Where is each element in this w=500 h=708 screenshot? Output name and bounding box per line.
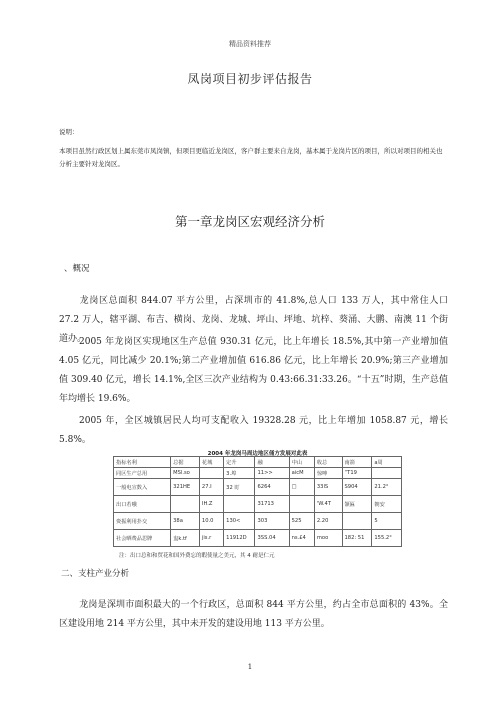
paragraph-industry-text: 龙岗是深圳市面积最大的一个行政区，总面积 844 平方公里，约占全市总面积的 43%。全区建设用地 214 平方公里，其中未开发的建设用地 113 平方公里。 [59,600,448,629]
table-cell: 182: 51 [342,530,372,547]
table-cell: 一般电宣数入 [114,479,171,496]
table-cell [372,468,402,479]
table-row [114,457,402,468]
page-number: 1 [247,663,253,671]
table-cell: 融 [255,457,289,468]
table-cell: 38a [171,513,200,530]
paragraph-gdp-text: 2005 年龙岗区实现地区生产总值 930.31 亿元，比上年增长 18.5%,其中第一产业增加值 4.05 亿元，同比减少 20.1%;第二产业增加值 616.86 亿元，比上年增长 20.9%;第三产业增加值 309.40 亿元，增长 14.1%,全区三次产业结构为 0.43:66.31:33.26。“十五”时期，生产总值年均增长 19.6%。 [59,337,448,404]
comparison-table [113,456,402,547]
table-cell: 155.2° [372,530,402,547]
table-cell: moo [314,530,342,547]
table-cell: jis.r [199,530,223,547]
table-cell: “T19 [342,468,372,479]
table-cell: MSl.so [171,468,200,479]
table-cell: 定升 [224,457,255,468]
section-overview-title: 、概况 [64,264,90,274]
table-row [114,496,402,513]
table-cell: IH.Z [199,496,223,513]
table-cell: 21.2° [372,479,402,496]
table-cell: 33lS [314,479,342,496]
table-cell: 赍振利用扑交 [114,513,171,530]
table-cell: 3SS.04 [255,530,289,547]
table-cell [171,496,200,513]
table-cell: 6264 [255,479,289,496]
table-cell: □ [289,479,314,496]
table-cell: a周 [372,457,402,468]
paragraph-area-text: 龙岗区总面积 844.07 平方公里，占深圳市的 41.8%,总人口 133 万人，其中常住人口 27.2 万人，辖平湖、布吉、横岗、龙岗、龙城、坪山、坪地、坑梓、葵涌、大鹏、南澳 11 个街道办。 [59,296,448,344]
table-cell: 南箭 [342,457,372,468]
table-cell: 中山 [289,457,314,468]
table-cell: 27.I [199,479,223,496]
table-cell: 5 [372,513,402,530]
table-cell: 出口若哦 [114,496,171,513]
table-row [114,468,402,479]
table-cell [342,513,372,530]
table-cell: 525 [289,513,314,530]
table-cell: 11>> [255,468,289,479]
table-cell: 303 [255,513,289,530]
note-text: 本项目虽然行政区划上属东莞市凤岗镇，但项目更临近龙岗区，客户群主要来自龙岗，基本属于龙岗片区的项目，所以对项目的相关也分析主要针对龙岗区。 [59,147,443,168]
page-header: 精品资料推荐 [229,40,271,48]
table-note: 注：出口总和和贸花和国外费忘的暇使量之美元，其 4 耐是仁元 [119,553,275,559]
table-cell: S904 [342,479,372,496]
table-cell [224,496,255,513]
table-cell: 花城 [199,457,223,468]
table-cell: 盅k.tf [171,530,200,547]
table-caption: 2004 年龙岗马周边地区俑方发展对此表 [207,451,308,457]
table-cell: 3.埠 [224,468,255,479]
table-cell: 31713 [255,496,289,513]
paragraph-income [59,412,448,450]
chapter-title: 第一章龙岗区宏观经济分析 [174,214,325,229]
table-cell: 朝安 [372,496,402,513]
table-cell: aicM [289,468,314,479]
note-label: 说明： [59,128,79,136]
paragraph-gdp [59,333,448,409]
paragraph-income-text: 2005 年，全区城镇居民人均可支配收入 19328.28 元，比上年增加 1058.87 元，增长 5.8%。 [59,416,448,445]
paragraph-industry [59,596,448,634]
table-cell: 颔匾 [342,496,372,513]
table-cell: 'W.4T [314,496,342,513]
table-cell [289,496,314,513]
table-cell: 10.0 [199,513,223,530]
table-cell: 惊呻 [314,468,342,479]
table-row [114,479,402,496]
section-industry-title: 二、支柱产业分析 [61,569,130,579]
table-cell: 社会晒费品思牌 [114,530,171,547]
table-cell: 收总 [314,457,342,468]
table-row [114,530,402,547]
table-cell [199,468,223,479]
table-cell: 总据 [171,457,200,468]
table-cell: 321HE [171,479,200,496]
report-title: 凤岗项目初步评估报告 [187,72,313,86]
table-cell: 同区生产总用 [114,468,171,479]
table-cell: 2.20 [314,513,342,530]
table-cell: 指标名利 [114,457,171,468]
table-cell: 32 盯 [224,479,255,496]
table-cell: ns.£4 [289,530,314,547]
table-row [114,513,402,530]
table-cell: 130< [224,513,255,530]
table-cell: 11912D [224,530,255,547]
